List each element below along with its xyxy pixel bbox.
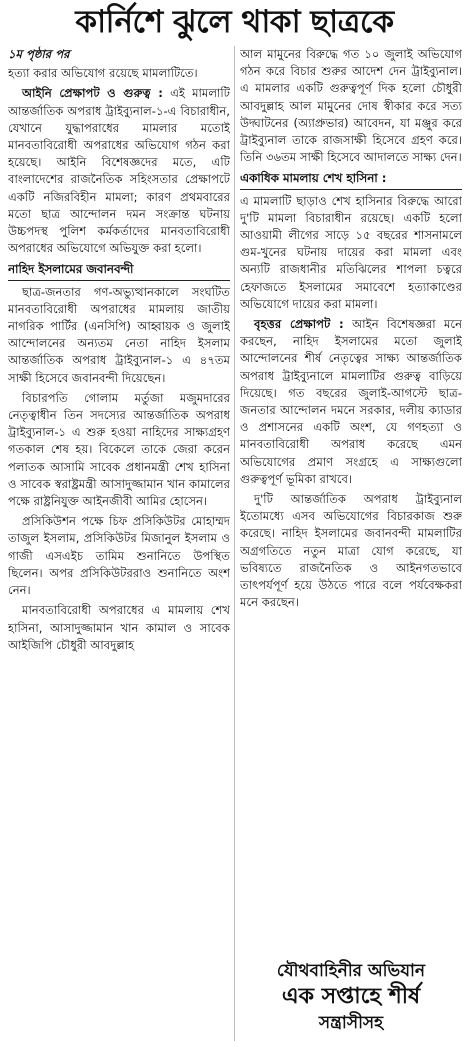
subheading: একাধিক মামলায় শেখ হাসিনা : [240,170,462,189]
paragraph: হত্যা করার অভিযোগ রয়েছে মামলাটিতে। [8,66,198,81]
paragraph: মানবতাবিরোধী অপরাধের এ মামলায় শেখ হাসিনা, আসাদুজ্জামান খান কামাল ও সাবেক আইজিপি চৌধুরী আবদুল্লাহ [8,603,230,652]
right-column [240,46,462,1041]
paragraph: আল মামুনের বিরুদ্ধে গত ১০ জুলাই অভিযোগ গঠন করে বিচার শুরুর আদেশ দেন ট্রাইব্যুনাল। এ মামলার একটি গুরুত্বপূর্ণ দিক হলো চৌধুরী আবদুল্লাহ আল মামুনের দোষ স্বীকার করে সত্য উদ্ঘাটনের (অ্যাপ্রুভার) আবেদন, যা মঞ্জুর করে ট্রাইব্যুনাল তাকে রাজসাক্ষী হিসেবে গ্রহণ করে। তিনি ৩৬তম সাক্ষী হিসেবে আদালতে সাক্ষ্য দেন। [240,47,462,165]
paragraph [240,316,462,488]
continued-from-label: ১ম পৃষ্ঠার পর [8,47,70,61]
paragraph [8,85,230,257]
column-divider [234,46,235,1041]
teaser-kicker: যৌথবাহিনীর অভিযান [276,961,426,981]
teaser-subline: সন্ত্রাসীসহ [318,1013,384,1033]
paragraph: ছাত্র-জনতার গণ-অভ্যুত্থানকালে সংঘটিত মানবতাবিরোধী অপরাধের মামলায় জাতীয় নাগরিক পার্টির (এনসিপি) আহ্বায়ক ও জুলাই আন্দোলনের অন্যতম নেতা নাহিদ ইসলাম আন্তর্জাতিক অপরাধ ট্রাইব্যুনাল-১ এ ৪৭তম সাক্ষী হিসেবে জবানবন্দী দিয়েছেন। [8,284,230,385]
paragraph: বিচারপতি গোলাম মর্তুজা মজুমদারের নেতৃত্বাধীন তিন সদস্যের আন্তর্জাতিক অপরাধ ট্রাইব্যুনাল-১ এ শুরু হওয়া নাহিদের সাক্ষ্যগ্রহণ গতকাল শেষ হয়। বিকেলে তাকে জেরা করেন পলাতক আসামি সাবেক প্রধানমন্ত্রী শেখ হাসিনা ও সাবেক স্বরাষ্ট্রমন্ত্রী আসাদুজ্জামান খান কামালের পক্ষে রাষ্ট্রনিযুক্ত আইনজীবী আমির হোসেন। [8,390,230,509]
related-story-teaser[interactable] [240,959,462,1035]
paragraph: দু'টি আন্তর্জাতিক অপরাধ ট্রাইব্যুনাল ইতোমধ্যে এসব অভিযোগের বিচারকাজ শুরু করেছে। নাহিদ ইসলামের জবানবন্দী মামলাটির অগ্রগতিতে নতুন মাত্রা যোগ করেছে, যা ভবিষ্যতে রাজনৈতিক ও আইনগতভাবে তাৎপর্যপূর্ণ হয়ে উঠতে পারে বলে পর্যবেক্ষকরা মনে করছেন। [240,492,462,610]
paragraph-body: এই মামলাটি আন্তর্জাতিক অপরাধ ট্রাইব্যুনাল-১-এ বিচারাধীন, যেখানে যুদ্ধাপরাধের মামলার মতোই মানবতাবিরোধী অপরাধের অভিযোগ গঠন করা হয়েছে। আইনি বিশেষজ্ঞদের মতে, এটি বাংলাদেশের রাজনৈতিক সহিংসতার প্রেক্ষাপটে একটি নজিরবিহীন মামলা; কারণ প্রথমবারের মতো ছাত্র আন্দোলন দমন সংক্রান্ত ঘটনায় উচ্চপদস্থ পুলিশ কর্মকর্তাদের মানবতাবিরোধী অপরাধের অভিযোগে অভিযুক্ত করা হলো। [8,86,230,256]
paragraph: এ মামলাটি ছাড়াও শেখ হাসিনার বিরুদ্ধে আরো দু'টি মামলা বিচারাধীন রয়েছে। একটি হলো আওয়ামী লীগের সাড়ে ১৫ বছরের শাসনামলে গুম-খুনের ঘটনায় দায়ের করা মামলা এবং অন্যটি রাজধানীর মতিঝিলের শাপলা চত্বরে হেফাজতে ইসলামের সমাবেশে হত্যাকাণ্ডের অভিযোগে দায়ের করা মামলা। [240,193,462,311]
section-lead: বৃহত্তর প্রেক্ষাপট : [254,317,344,332]
section-lead: আইনি প্রেক্ষাপট ও গুরুত্ব : [22,86,163,101]
teaser-headline: এক সপ্তাহে শীর্ষ [281,984,421,1009]
article-headline: কার্নিশে ঝুলে থাকা ছাত্রকে [75,4,394,40]
left-column [8,46,230,1041]
paragraph-body: আইন বিশেষজ্ঞরা মনে করছেন, নাহিদ ইসলামের মতো জুলাই আন্দোলনের শীর্ষ নেতৃত্বের সাক্ষ্য আন্তর্জাতিক অপরাধ ট্রাইব্যুনালে মামলাটির গুরুত্ব বাড়িয়ে দিয়েছে। গত বছরের জুলাই-আগস্টে ছাত্র-জনতার আন্দোলন দমনে সরকার, দলীয় ক্যাডার ও প্রশাসনের একটি অংশ, যে গণহত্যা ও মানবতাবিরোধী অপরাধ করেছে এমন অভিযোগের প্রমাণ সংগ্রহে এ সাক্ষ্যগুলো গুরুত্বপূর্ণ ভূমিকা রাখবে। [240,317,462,486]
subheading: নাহিদ ইসলামের জবানবন্দী [8,261,230,280]
paragraph: প্রসিকিউশন পক্ষে চিফ প্রসিকিউটর মোহাম্মদ তাজুল ইসলাম, প্রসিকিউটর মিজানুল ইসলাম ও গাজী এসএইচ তামিম শুনানিতে উপস্থিত ছিলেন। অপর প্রসিকিউটররাও শুনানিতে অংশ নেন। [8,514,230,598]
